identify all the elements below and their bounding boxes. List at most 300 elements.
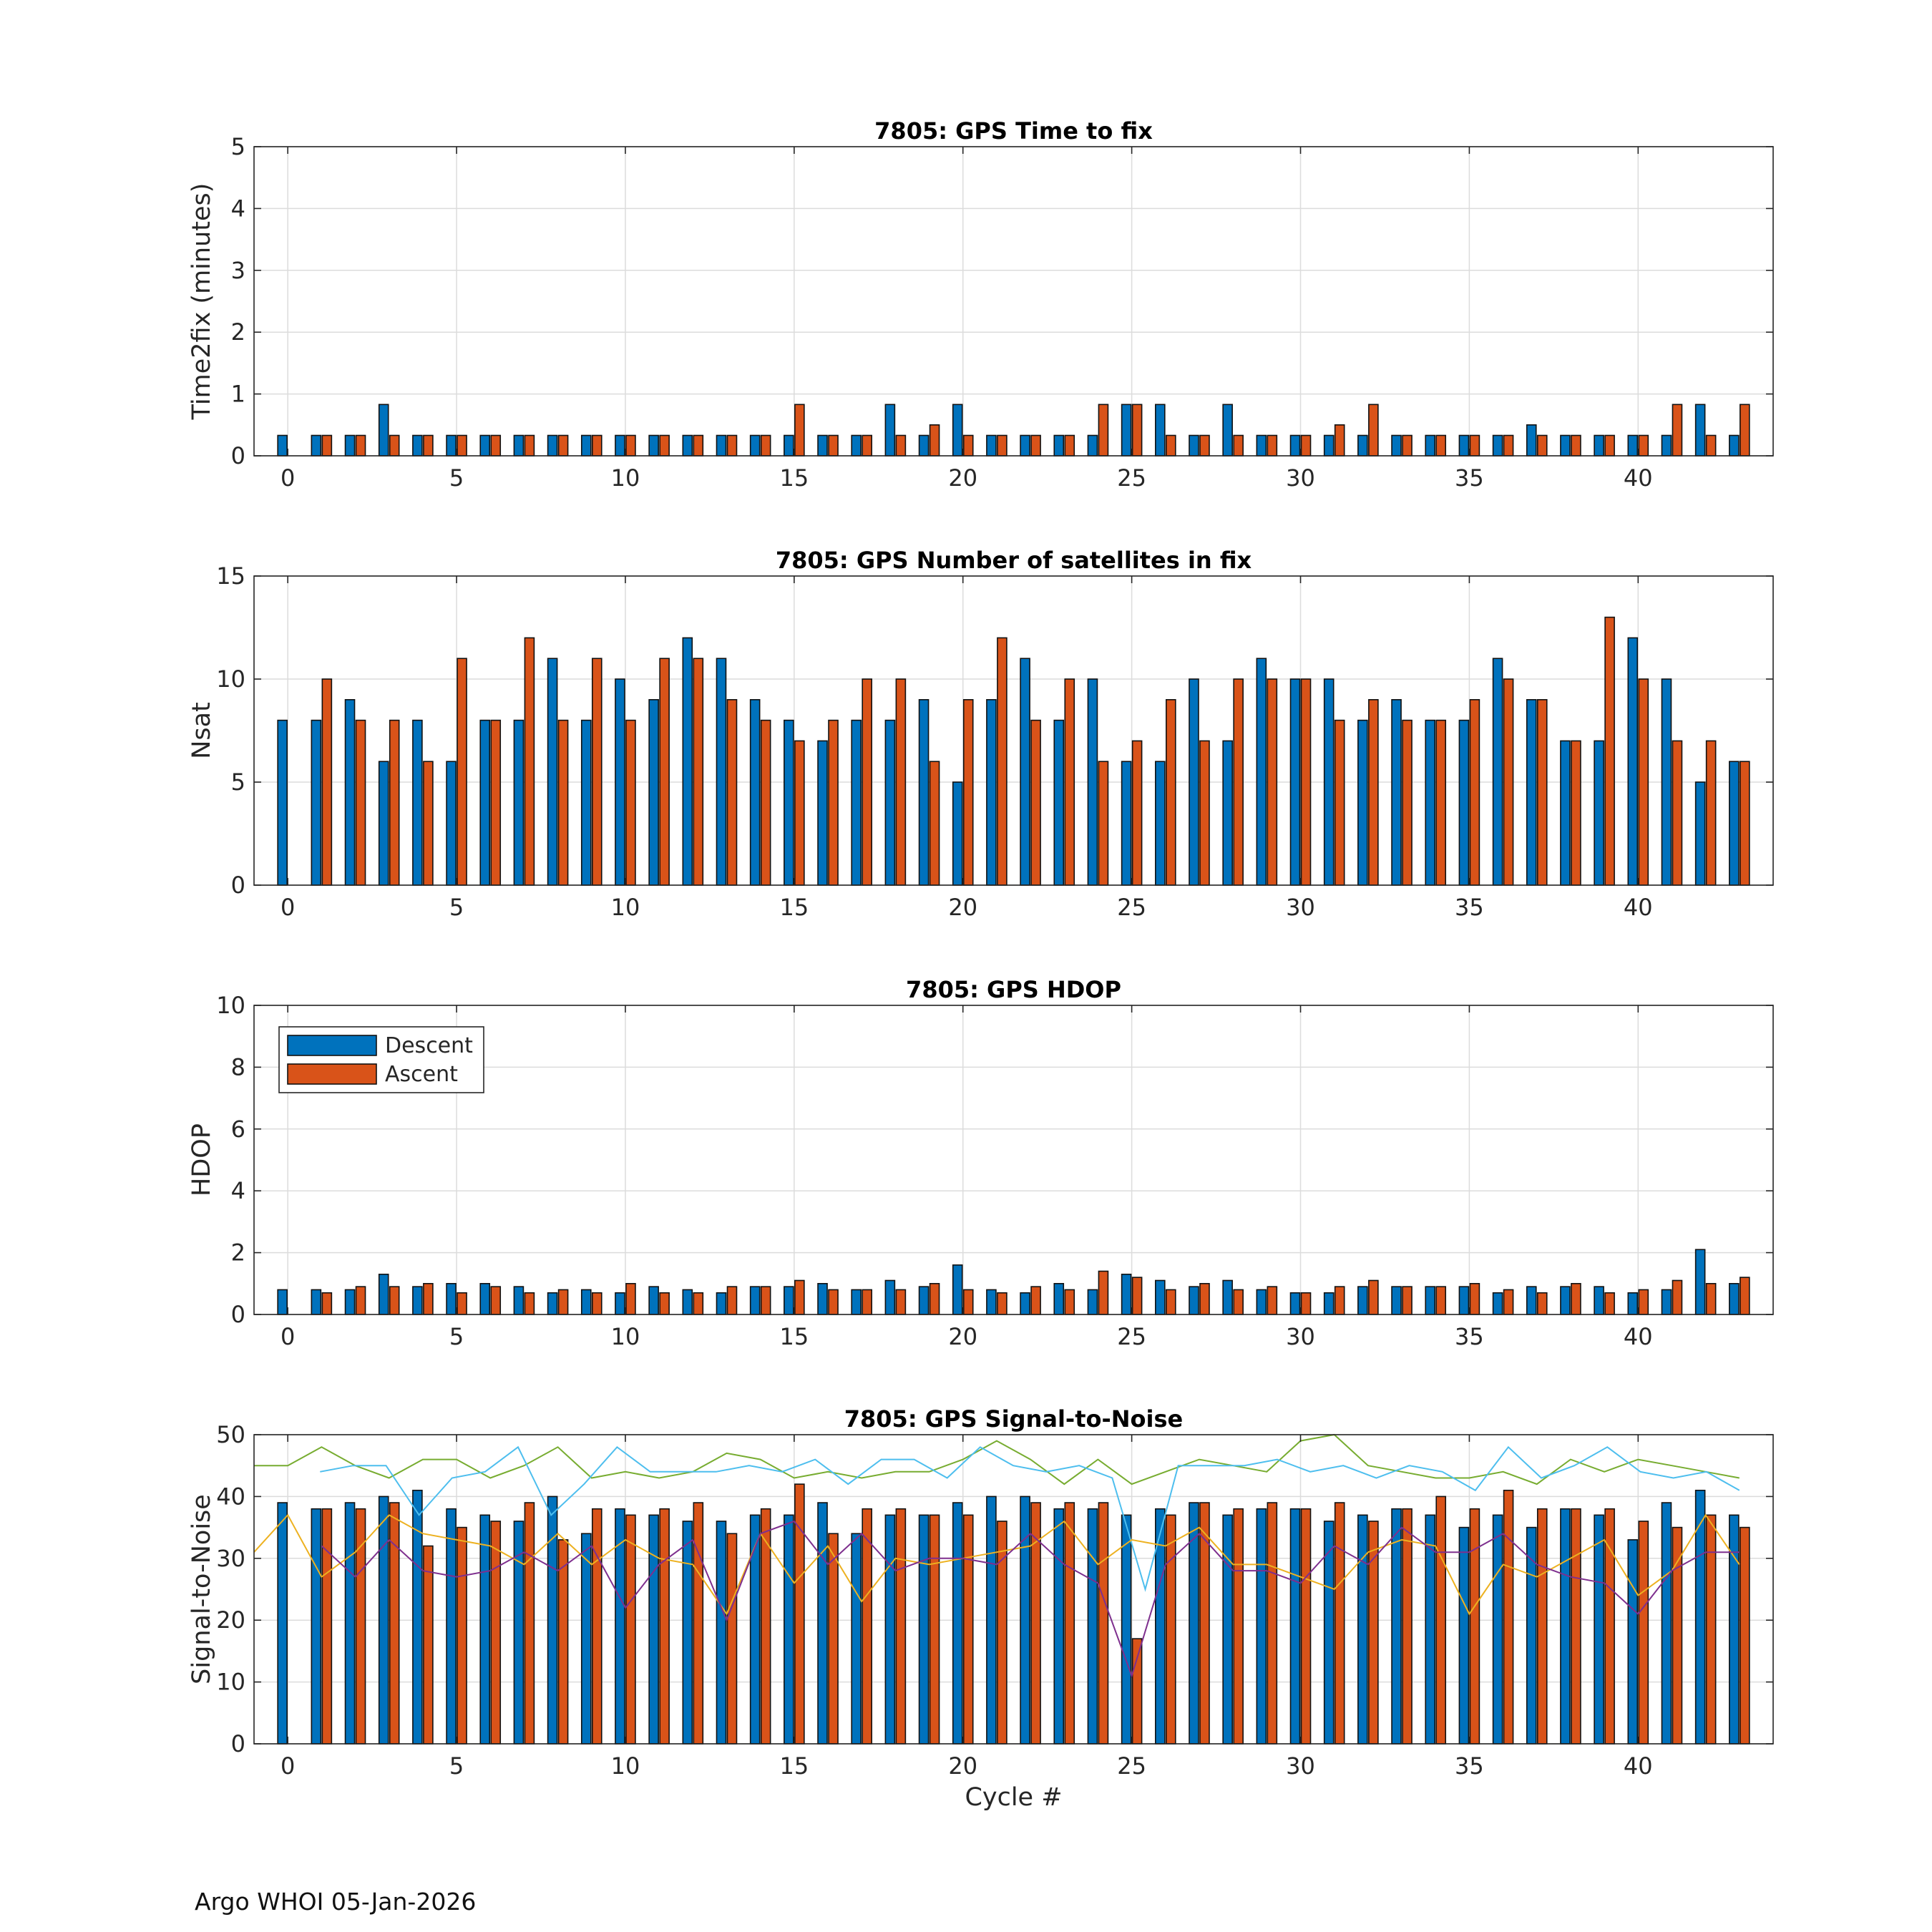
bar-descent-21 [987,435,996,456]
x-tick-label: 10 [610,464,640,492]
bar-descent-20 [953,1503,962,1744]
bar-descent-24 [1088,1509,1097,1744]
bar-descent-23 [1054,721,1063,885]
bar-ascent-16 [829,1533,838,1744]
bar-descent-5 [447,1284,456,1314]
bar-descent-25 [1122,1515,1131,1744]
bar-descent-36 [1493,1515,1503,1744]
bar-ascent-16 [829,721,838,885]
bar-descent-3 [379,1496,389,1744]
x-tick-label: 5 [449,1752,464,1780]
bar-descent-21 [987,700,996,885]
bar-ascent-20 [964,700,973,885]
bar-descent-41 [1662,1503,1671,1744]
x-tick-label: 30 [1286,1323,1315,1350]
bar-descent-13 [716,1293,726,1314]
y-tick-label: 10 [216,992,245,1019]
bar-ascent-29 [1267,1287,1277,1314]
bar-ascent-23 [1065,435,1074,456]
bar-ascent-32 [1369,700,1378,885]
bar-ascent-41 [1672,404,1682,456]
bar-ascent-36 [1504,1289,1513,1314]
bar-descent-15 [784,1515,794,1744]
bar-descent-8 [548,658,557,885]
bar-descent-33 [1392,700,1401,885]
bar-ascent-18 [896,679,905,885]
bar-ascent-39 [1605,435,1614,456]
bar-ascent-29 [1267,435,1277,456]
y-axis-label: HDOP [187,1123,216,1196]
bar-ascent-25 [1133,741,1142,885]
bar-ascent-9 [592,658,602,885]
bar-descent-5 [447,435,456,456]
x-tick-label: 15 [779,1323,809,1350]
bar-ascent-35 [1470,1284,1479,1314]
bar-ascent-11 [660,435,669,456]
bar-descent-41 [1662,435,1671,456]
y-tick-label: 5 [230,769,245,796]
bar-ascent-13 [727,1287,736,1314]
bar-ascent-36 [1504,435,1513,456]
bar-descent-9 [582,721,591,885]
panel-2 [187,547,1773,921]
bar-ascent-34 [1436,1287,1445,1314]
bar-descent-40 [1628,1540,1637,1744]
bar-descent-0 [278,435,287,456]
y-tick-label: 1 [230,380,245,408]
bar-descent-34 [1425,1515,1435,1744]
bar-ascent-14 [761,1287,771,1314]
bar-ascent-31 [1335,721,1345,885]
bar-ascent-5 [457,1528,467,1744]
bar-ascent-18 [896,1509,905,1744]
bar-descent-33 [1392,1287,1401,1314]
y-tick-label: 50 [216,1421,245,1448]
bar-descent-3 [379,1274,389,1314]
bar-descent-29 [1257,1509,1266,1744]
y-tick-label: 0 [230,442,245,469]
bar-descent-34 [1425,435,1435,456]
y-tick-label: 4 [230,1177,245,1205]
bar-ascent-2 [356,721,366,885]
bar-ascent-43 [1740,1528,1750,1744]
bar-ascent-33 [1402,435,1412,456]
y-tick-label: 5 [230,133,245,160]
y-tick-label: 15 [216,562,245,590]
bar-descent-30 [1291,1509,1300,1744]
bar-ascent-5 [457,435,467,456]
bar-descent-31 [1324,435,1334,456]
bar-ascent-23 [1065,679,1074,885]
bar-descent-14 [751,435,760,456]
bar-ascent-24 [1098,761,1108,885]
bar-ascent-39 [1605,1293,1614,1314]
bar-descent-18 [885,721,894,885]
bar-descent-16 [818,1503,827,1744]
bar-descent-3 [379,404,389,456]
bar-ascent-14 [761,435,771,456]
bar-descent-39 [1594,741,1604,885]
bar-ascent-2 [356,1509,366,1744]
bar-descent-31 [1324,679,1334,885]
bar-ascent-28 [1234,1509,1243,1744]
bar-descent-35 [1459,721,1468,885]
bar-ascent-18 [896,1289,905,1314]
bar-ascent-32 [1369,404,1378,456]
bar-descent-12 [683,638,692,885]
bar-ascent-12 [693,1503,703,1744]
bar-ascent-36 [1504,679,1513,885]
x-tick-label: 5 [449,1323,464,1350]
bar-descent-38 [1561,741,1570,885]
y-tick-label: 0 [230,872,245,899]
bar-ascent-20 [964,1515,973,1744]
x-tick-label: 25 [1117,1752,1146,1780]
bar-descent-24 [1088,1289,1097,1314]
y-tick-label: 2 [230,1239,245,1267]
bar-ascent-3 [390,435,399,456]
bar-descent-17 [852,721,861,885]
bar-descent-27 [1189,679,1199,885]
bar-ascent-42 [1707,741,1716,885]
bar-descent-15 [784,1287,794,1314]
y-tick-label: 2 [230,318,245,346]
bar-descent-19 [919,1287,929,1314]
bar-descent-4 [413,435,422,456]
bar-descent-43 [1729,435,1739,456]
footer-stamp: Argo WHOI 05-Jan-2026 [195,1888,477,1916]
bar-descent-9 [582,1533,591,1744]
bar-ascent-6 [491,1287,500,1314]
bar-descent-14 [751,1287,760,1314]
x-tick-label: 30 [1286,894,1315,921]
bar-ascent-28 [1234,679,1243,885]
bar-descent-7 [514,721,523,885]
y-axis-label: Time2fix (minutes) [187,182,216,420]
bar-ascent-31 [1335,1503,1345,1744]
bar-descent-41 [1662,1289,1671,1314]
bar-descent-24 [1088,679,1097,885]
bar-ascent-26 [1166,700,1176,885]
bar-ascent-19 [930,425,940,456]
bar-ascent-4 [424,761,433,885]
bar-ascent-10 [626,1284,635,1314]
bar-ascent-34 [1436,435,1445,456]
x-tick-label: 20 [948,894,978,921]
bar-ascent-7 [525,1503,534,1744]
bar-descent-38 [1561,435,1570,456]
bar-ascent-15 [795,741,804,885]
bar-descent-19 [919,1515,929,1744]
bar-descent-8 [548,1496,557,1744]
bar-ascent-22 [1031,435,1040,456]
bar-ascent-38 [1571,1284,1581,1314]
bar-descent-40 [1628,638,1637,885]
bar-descent-23 [1054,1509,1063,1744]
bar-ascent-33 [1402,721,1412,885]
bar-descent-35 [1459,1287,1468,1314]
bar-ascent-17 [862,435,872,456]
bar-descent-4 [413,721,422,885]
bar-ascent-25 [1133,1639,1142,1744]
y-axis-label: Signal-to-Noise [187,1494,216,1684]
bar-descent-0 [278,1289,287,1314]
y-tick-label: 3 [230,256,245,284]
bar-ascent-35 [1470,1509,1479,1744]
legend [279,1027,484,1093]
bar-descent-28 [1223,741,1232,885]
x-tick-label: 5 [449,894,464,921]
x-tick-label: 15 [779,1752,809,1780]
x-tick-label: 40 [1623,1323,1653,1350]
bar-ascent-31 [1335,425,1345,456]
bar-descent-37 [1527,700,1536,885]
y-axis-label: Nsat [187,702,216,759]
bar-descent-22 [1020,435,1030,456]
bar-descent-40 [1628,435,1637,456]
bar-ascent-24 [1098,404,1108,456]
bar-descent-39 [1594,435,1604,456]
y-tick-label: 6 [230,1115,245,1143]
bar-ascent-7 [525,638,534,885]
bar-ascent-5 [457,658,467,885]
bar-descent-7 [514,1287,523,1314]
bar-ascent-26 [1166,435,1176,456]
bar-descent-36 [1493,658,1503,885]
bar-ascent-42 [1707,1284,1716,1314]
bar-ascent-22 [1031,1287,1040,1314]
bar-descent-16 [818,741,827,885]
bar-ascent-3 [390,1287,399,1314]
bar-descent-34 [1425,1287,1435,1314]
panel-1 [187,117,1773,492]
bar-ascent-36 [1504,1491,1513,1744]
bar-ascent-43 [1740,404,1750,456]
bar-ascent-38 [1571,741,1581,885]
bar-ascent-41 [1672,741,1682,885]
x-tick-label: 30 [1286,1752,1315,1780]
bar-descent-1 [311,721,321,885]
bar-descent-13 [716,658,726,885]
bar-ascent-7 [525,1293,534,1314]
bar-descent-2 [346,1503,355,1744]
x-tick-label: 25 [1117,1323,1146,1350]
y-tick-label: 40 [216,1483,245,1511]
bar-ascent-12 [693,658,703,885]
bar-ascent-29 [1267,1503,1277,1744]
y-tick-label: 0 [230,1730,245,1757]
bar-ascent-6 [491,435,500,456]
bar-ascent-37 [1538,1509,1547,1744]
bar-descent-12 [683,1521,692,1744]
bar-descent-34 [1425,721,1435,885]
bar-descent-20 [953,782,962,885]
bar-ascent-37 [1538,700,1547,885]
bar-descent-9 [582,1289,591,1314]
x-tick-label: 10 [610,894,640,921]
bar-descent-18 [885,404,894,456]
bar-ascent-33 [1402,1287,1412,1314]
bar-descent-6 [480,1284,489,1314]
bar-ascent-19 [930,1284,940,1314]
bar-ascent-10 [626,1515,635,1744]
bar-ascent-30 [1302,435,1311,456]
bar-ascent-4 [424,1284,433,1314]
bar-descent-29 [1257,1289,1266,1314]
bar-descent-0 [278,721,287,885]
bar-ascent-10 [626,721,635,885]
x-tick-label: 35 [1455,894,1484,921]
bar-ascent-21 [997,1293,1007,1314]
bar-ascent-2 [356,1287,366,1314]
bar-descent-8 [548,435,557,456]
bar-descent-17 [852,1533,861,1744]
x-tick-label: 0 [280,1752,296,1780]
bar-ascent-5 [457,1293,467,1314]
bar-ascent-22 [1031,721,1040,885]
bar-descent-36 [1493,435,1503,456]
x-axis-label: Cycle # [965,1783,1063,1812]
bar-descent-31 [1324,1293,1334,1314]
bar-ascent-1 [322,679,331,885]
bar-descent-42 [1696,404,1705,456]
bar-ascent-30 [1302,1293,1311,1314]
bar-ascent-6 [491,721,500,885]
bar-ascent-27 [1200,741,1209,885]
x-tick-label: 25 [1117,894,1146,921]
bar-ascent-29 [1267,679,1277,885]
bar-ascent-40 [1639,1521,1648,1744]
bar-descent-1 [311,435,321,456]
bar-descent-12 [683,435,692,456]
bar-ascent-21 [997,1521,1007,1744]
bar-descent-22 [1020,1496,1030,1744]
bar-ascent-9 [592,435,602,456]
bar-descent-15 [784,435,794,456]
bar-descent-37 [1527,1287,1536,1314]
bar-descent-9 [582,435,591,456]
bar-ascent-15 [795,1280,804,1314]
bar-descent-14 [751,1515,760,1744]
bar-ascent-24 [1098,1503,1108,1744]
bar-descent-16 [818,435,827,456]
bar-descent-13 [716,435,726,456]
bar-ascent-13 [727,700,736,885]
bar-descent-10 [615,679,625,885]
bar-descent-12 [683,1289,692,1314]
bar-ascent-8 [559,435,568,456]
x-tick-label: 40 [1623,1752,1653,1780]
bar-ascent-11 [660,1509,669,1744]
bar-ascent-14 [761,1509,771,1744]
x-tick-label: 40 [1623,894,1653,921]
bar-descent-36 [1493,1293,1503,1314]
bar-descent-20 [953,404,962,456]
bar-ascent-40 [1639,1289,1648,1314]
x-tick-label: 10 [610,1752,640,1780]
bar-ascent-38 [1571,435,1581,456]
bar-descent-4 [413,1287,422,1314]
bar-ascent-14 [761,721,771,885]
bar-descent-26 [1156,761,1165,885]
bar-descent-1 [311,1509,321,1744]
panel-title: 7805: GPS HDOP [906,976,1121,1003]
bar-ascent-37 [1538,1293,1547,1314]
bar-ascent-39 [1605,618,1614,885]
bar-ascent-40 [1639,679,1648,885]
bar-ascent-27 [1200,435,1209,456]
bar-ascent-11 [660,658,669,885]
bar-descent-32 [1358,1515,1367,1744]
bar-ascent-6 [491,1521,500,1744]
bar-descent-26 [1156,404,1165,456]
legend-swatch-ascent [288,1064,376,1084]
bar-ascent-9 [592,1509,602,1744]
bar-descent-2 [346,435,355,456]
bar-descent-25 [1122,1274,1131,1314]
bar-ascent-1 [322,435,331,456]
bar-ascent-26 [1166,1515,1176,1744]
y-tick-label: 0 [230,1301,245,1328]
bar-descent-43 [1729,1284,1739,1314]
y-tick-label: 30 [216,1544,245,1572]
bar-descent-29 [1257,435,1266,456]
bar-descent-18 [885,1280,894,1314]
bar-ascent-1 [322,1293,331,1314]
bar-ascent-17 [862,679,872,885]
y-tick-label: 4 [230,195,245,223]
bar-descent-23 [1054,1284,1063,1314]
bar-ascent-17 [862,1289,872,1314]
bar-ascent-28 [1234,435,1243,456]
bar-descent-16 [818,1284,827,1314]
bar-descent-27 [1189,435,1199,456]
bar-descent-10 [615,435,625,456]
bar-descent-28 [1223,404,1232,456]
bar-ascent-3 [390,721,399,885]
bar-descent-11 [649,1515,658,1744]
bar-descent-37 [1527,425,1536,456]
bar-descent-33 [1392,1509,1401,1744]
y-tick-label: 10 [216,665,245,693]
bar-descent-32 [1358,721,1367,885]
bar-descent-6 [480,721,489,885]
bar-descent-41 [1662,679,1671,885]
x-tick-label: 10 [610,1323,640,1350]
bar-ascent-41 [1672,1528,1682,1744]
bar-ascent-33 [1402,1509,1412,1744]
bar-ascent-31 [1335,1287,1345,1314]
bar-descent-25 [1122,761,1131,885]
bar-descent-19 [919,435,929,456]
bar-descent-23 [1054,435,1063,456]
x-tick-label: 20 [948,1752,978,1780]
bar-descent-24 [1088,435,1097,456]
bar-descent-14 [751,700,760,885]
bar-ascent-8 [559,1540,568,1744]
bar-ascent-24 [1098,1272,1108,1314]
x-tick-label: 0 [280,894,296,921]
legend-label-ascent: Ascent [385,1062,458,1087]
bar-ascent-16 [829,1289,838,1314]
x-tick-label: 40 [1623,464,1653,492]
bar-ascent-12 [693,1293,703,1314]
bar-ascent-8 [559,721,568,885]
bar-descent-11 [649,700,658,885]
bar-ascent-28 [1234,1289,1243,1314]
x-tick-label: 35 [1455,1323,1484,1350]
bar-ascent-16 [829,435,838,456]
